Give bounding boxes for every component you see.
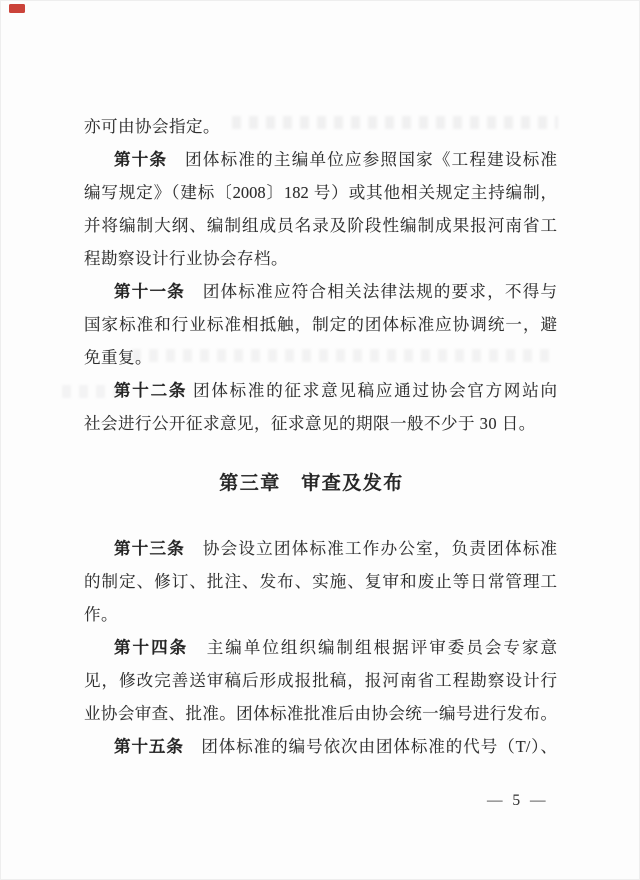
article-number: 第十三条 (114, 539, 186, 558)
text-line: 业协会审查、批准。团体标准批准后由协会统一编号进行发布。 (84, 704, 557, 723)
text-block-top (84, 110, 557, 440)
article-number: 第十五条 (114, 737, 184, 756)
text-line: 第十五条 团体标准的编号依次由团体标准的代号（T/）、 (114, 737, 557, 756)
text-line: 见，修改完善送审稿后形成报批稿，报河南省工程勘察设计行 (84, 671, 557, 690)
text-line: 第十条 团体标准的主编单位应参照国家《工程建设标准 (114, 150, 557, 169)
text-line: 第十三条 协会设立团体标准工作办公室，负责团体标准 (114, 539, 558, 558)
page-number: — 5 — (487, 792, 549, 809)
text-line: 第十一条 团体标准应符合相关法律法规的要求，不得与 (114, 282, 558, 301)
article-number: 第十一条 (114, 282, 186, 301)
text-block-bottom (84, 532, 557, 763)
text-line: 亦可由协会指定。 (84, 117, 220, 136)
article-number: 第十四条 (114, 638, 189, 657)
article-number: 第十条 (114, 150, 168, 169)
text-line: 编写规定》（建标〔2008〕182 号）或其他相关规定主持编制， (84, 183, 557, 202)
text-line: 第十四条 主编单位组织编制组根据评审委员会专家意 (114, 638, 558, 657)
article-number: 第十二条 (114, 381, 188, 400)
text-line: 的制定、修订、批注、发布、实施、复审和废止等日常管理工 (84, 572, 557, 591)
text-line: 社会进行公开征求意见，征求意见的期限一般不少于 30 日。 (84, 414, 536, 433)
text-line: 并将编制大纲、编制组成员名录及阶段性编制成果报河南省工 (84, 216, 557, 235)
text-line: 国家标准和行业标准相抵触，制定的团体标准应协调统一，避 (84, 315, 557, 334)
text-line: 第十二条 团体标准的征求意见稿应通过协会官方网站向 (114, 381, 558, 400)
text-line: 程勘察设计行业协会存档。 (84, 249, 288, 268)
text-line: 免重复。 (84, 348, 152, 367)
red-stamp-mark (9, 4, 25, 13)
chapter-heading: 第三章 审查及发布 (219, 473, 404, 494)
text-line: 作。 (84, 605, 118, 624)
